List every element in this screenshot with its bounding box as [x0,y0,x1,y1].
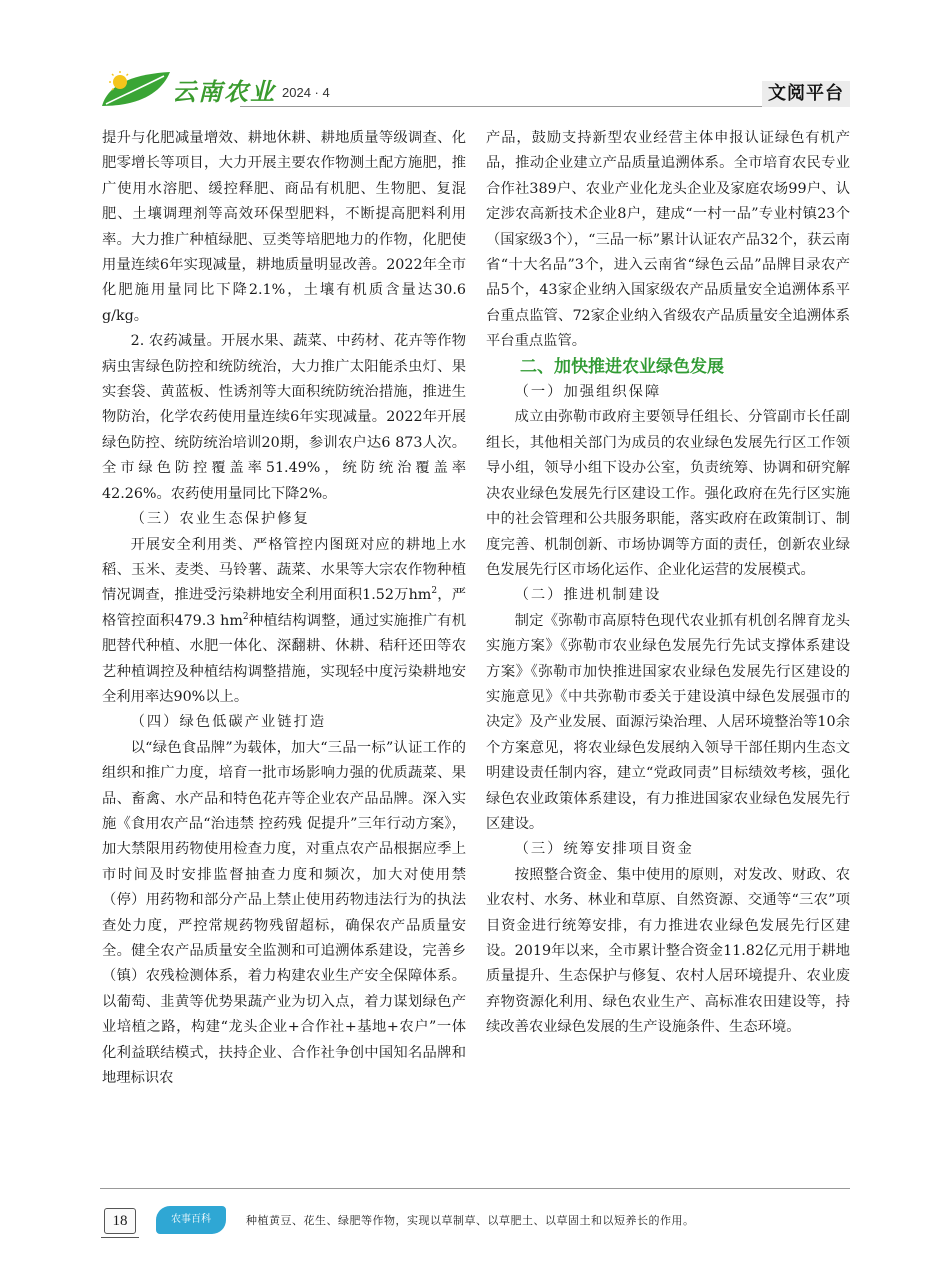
page-header [0,0,950,120]
magazine-title: 云南农业 [172,77,276,106]
subheading: （三）农业生态保护修复 [130,511,310,528]
left-column [102,126,466,1091]
subheading: （二）推进机制建设 [514,587,662,604]
section-tag: 文阅平台 [762,81,850,107]
footer-tip: 种植黄豆、花生、绿肥等作物，实现以草制草、以草肥土、以草固土和以短养长的作用。 [246,1214,695,1227]
section-heading: 二、加快推进农业绿色发展 [520,356,724,377]
paragraph: 2. 农药减量。开展水果、蔬菜、中药材、花卉等作物病虫害绿色防控和统防统治，大力推广太阳能杀虫灯、果实套袋、黄蓝板、性诱剂等大面积统防统治措施，推进生物防治，化学农药使用量连续6年实现减量。2022年开展绿色防控、统防统治培训20期，参训农户达6 873人次。全市绿色防控覆盖率51.49%，统防统治覆盖率42.26%。农药使用量同比下降2%。 [102,333,466,502]
superscript: 2 [242,611,249,622]
paragraph: 按照整合资金、集中使用的原则，对发改、财政、农业农村、水务、林业和草原、自然资源、交通等“三农”项目资金进行统筹安排，有力推进农业绿色发展先行区建设。2019年以来，全市累计整合资金11.82亿元用于耕地质量提升、生态保护与修复、农村人居环境提升、农业废弃物资源化利用、绿色农业生产、高标准农田建设等，持续改善农业绿色发展的生产设施条件、生态环境。 [486,866,850,1036]
paragraph: 成立由弥勒市政府主要领导任组长、分管副市长任副组长，其他相关部门为成员的农业绿色发展先行区工作领导小组，领导小组下设办公室，负责统筹、协调和研究解决农业绿色发展先行区建设工作。强化政府在先行区实施中的社会管理和公共服务职能，落实政府在政策制订、制度完善、机制创新、市场协调等方面的责任，创新农业绿色发展先行区市场化运作、企业化运营的发展模式。 [486,409,850,578]
paragraph: 产品，鼓励支持新型农业经营主体申报认证绿色有机产品，推动企业建立产品质量追溯体系。全市培育农民专业合作社389户、农业产业化龙头企业及家庭农场99户、认定涉农高新技术企业8户，建成“一村一品”专业村镇23个（国家级3个），“三品一标”累计认证农产品32个，获云南省“十大名品”3个，进入云南省“绿色云品”品牌目录农产品5个，43家企业纳入国家级农产品质量安全追溯体系平台重点监管、72家企业纳入省级农产品质量安全追溯体系平台重点监管。 [486,130,850,350]
sun-leaf-logo-icon [100,70,172,108]
subheading: （三）统筹安排项目资金 [514,841,694,858]
header-divider [240,106,850,107]
subheading: （四）绿色低碳产业链打造 [130,714,327,731]
paragraph: 以“绿色食品牌”为载体，加大“三品一标”认证工作的组织和推广力度，培育一批市场影响力强的优质蔬菜、果品、畜禽、水产品和特色花卉等企业农产品品牌。深入实施《食用农产品“治违禁 控药残 促提升”三年行动方案》，加大禁限用药物使用检查力度，对重点农产品根据应季上市时间及时安排监督抽查力度和频次，加大对使用禁（停）用药物和部分产品上禁止使用药物违法行为的执法查处力度，严控常规药物残留超标，确保农产品质量安全。健全农产品质量安全监测和可追溯体系建设，完善乡（镇）农残检测体系，着力构建农业生产安全保障体系。以葡萄、韭黄等优势果蔬产业为切入点，着力谋划绿色产业培植之路，构建“龙头企业+合作社+基地+农户”一体化利益联结模式，扶持企业、合作社争创中国知名品牌和地理标识农 [102,739,466,1087]
footer-badge: 农事百科 [156,1206,226,1234]
paragraph [102,533,466,711]
text-run: 开展安全利用类、严格管控内图斑对应的耕地上水稻、玉米、麦类、马铃薯、蔬菜、水果等大宗农作物种植情况调查，推进受污染耕地安全利用面积1.52万hm [102,536,466,604]
superscript: 2 [431,586,438,597]
paragraph: 制定《弥勒市高原特色现代农业抓有机创名牌育龙头实施方案》《弥勒市农业绿色发展先行先试支撑体系建设方案》《弥勒市加快推进国家农业绿色发展先行区建设的实施意见》《中共弥勒市委关于建设滇中绿色发展强市的决定》及产业发展、面源污染治理、人居环境整治等10余个方案意见，将农业绿色发展纳入领导干部任期内生态文明建设责任制内容，建立“党政同责”目标绩效考核，强化绿色农业政策体系建设，有力推进国家农业绿色发展先行区建设。 [486,612,850,832]
issue-number: 2024 · 4 [282,85,330,100]
right-column [486,126,850,1041]
footer-divider [100,1188,850,1189]
text-run: 种植结构调整，通过实施推广有机肥替代种植、水肥一体化、深翻耕、休耕、秸秆还田等农艺种植调控及种植结构调整措施，实现轻中度污染耕地安全利用率达90%以上。 [102,612,466,705]
text-run: ，严格管控面积479.3 hm [102,587,466,629]
paragraph: 提升与化肥减量增效、耕地休耕、耕地质量等级调查、化肥零增长等项目，大力开展主要农作物测土配方施肥，推广使用水溶肥、缓控释肥、商品有机肥、生物肥、复混肥、土壤调理剂等高效环保型肥料，不断提高肥料利用率。大力推广种植绿肥、豆类等培肥地力的作物，化肥使用量连续6年实现减量，耕地质量明显改善。2022年全市化肥施用量同比下降2.1%，土壤有机质含量达30.6 g/kg。 [102,130,466,324]
page-number: 18 [104,1208,136,1234]
subheading: （一）加强组织保障 [514,384,662,401]
